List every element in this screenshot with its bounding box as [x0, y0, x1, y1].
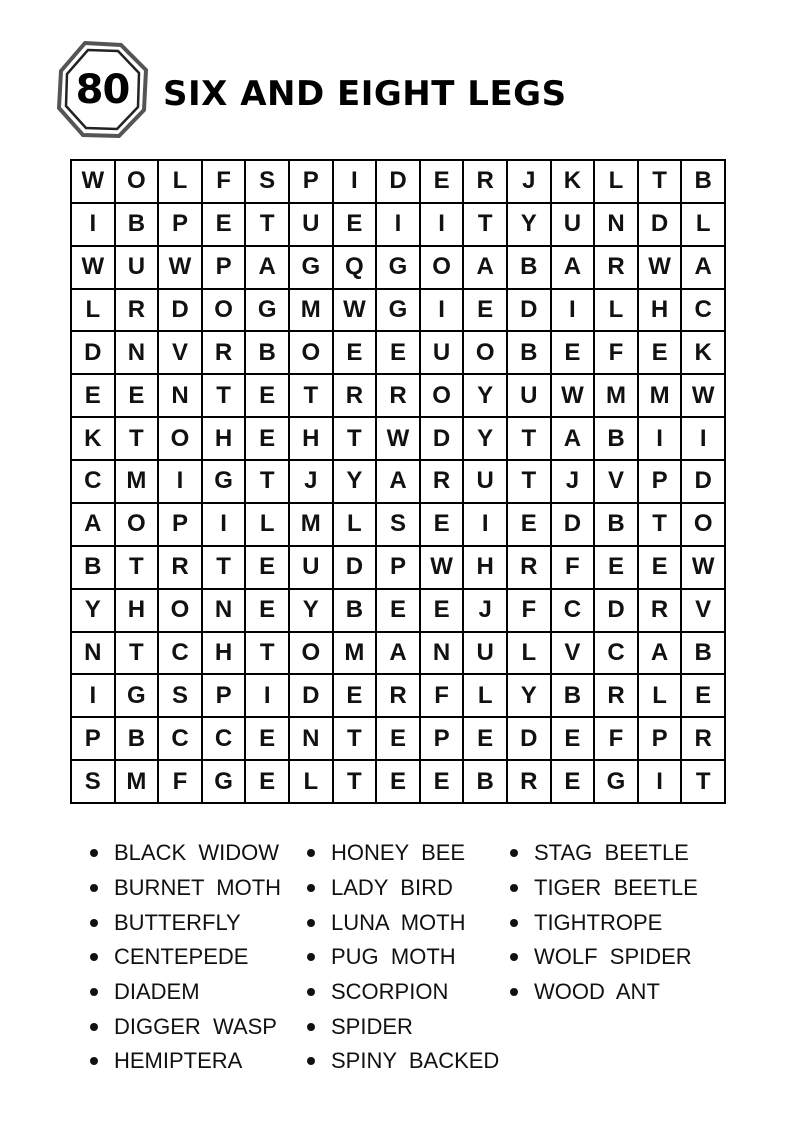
grid-cell: I [421, 290, 465, 333]
word-list-item [307, 905, 499, 940]
grid-cell: U [421, 332, 465, 375]
word-list-column-3 [510, 836, 698, 1009]
grid-cell: P [639, 718, 683, 761]
grid-cell: E [595, 547, 639, 590]
bullet-icon [90, 988, 98, 996]
grid-cell: B [246, 332, 290, 375]
grid-cell: P [639, 461, 683, 504]
grid-cell: H [639, 290, 683, 333]
grid-cell: E [246, 418, 290, 461]
grid-cell: T [246, 204, 290, 247]
grid-cell: H [203, 633, 247, 676]
grid-cell: N [203, 590, 247, 633]
grid-cell: B [595, 504, 639, 547]
grid-cell: Q [334, 247, 378, 290]
grid-cell: V [682, 590, 726, 633]
grid-cell: E [246, 590, 290, 633]
grid-cell: K [682, 332, 726, 375]
bullet-icon [307, 1057, 315, 1065]
grid-cell: O [464, 332, 508, 375]
bullet-icon [307, 919, 315, 927]
grid-cell: I [203, 504, 247, 547]
grid-cell: R [377, 375, 421, 418]
grid-cell: W [159, 247, 203, 290]
grid-cell: M [290, 290, 334, 333]
grid-cell: L [464, 675, 508, 718]
grid-cell: V [159, 332, 203, 375]
word-text: SCORPION [331, 979, 449, 1005]
bullet-icon [510, 849, 518, 857]
word-text: DIADEM [114, 979, 200, 1005]
grid-cell: O [159, 590, 203, 633]
grid-cell: N [290, 718, 334, 761]
grid-cell: N [116, 332, 160, 375]
grid-cell: Y [290, 590, 334, 633]
grid-cell: D [334, 547, 378, 590]
grid-cell: Y [464, 418, 508, 461]
word-list-item [307, 940, 499, 975]
word-text: WOLF SPIDER [534, 944, 692, 970]
grid-cell: Y [508, 675, 552, 718]
grid-cell: O [116, 504, 160, 547]
grid-cell: F [508, 590, 552, 633]
grid-cell: G [595, 761, 639, 804]
grid-cell: F [203, 161, 247, 204]
bullet-icon [510, 953, 518, 961]
grid-cell: T [116, 547, 160, 590]
grid-cell: U [552, 204, 596, 247]
word-list-item [90, 1044, 281, 1079]
grid-cell: P [159, 204, 203, 247]
grid-cell: I [552, 290, 596, 333]
grid-cell: Y [72, 590, 116, 633]
bullet-icon [307, 988, 315, 996]
grid-cell: A [552, 247, 596, 290]
grid-cell: R [203, 332, 247, 375]
bullet-icon [307, 953, 315, 961]
grid-cell: W [639, 247, 683, 290]
grid-cell: C [159, 633, 203, 676]
grid-cell: F [552, 547, 596, 590]
grid-cell: E [464, 718, 508, 761]
grid-cell: O [203, 290, 247, 333]
grid-cell: B [72, 547, 116, 590]
bullet-icon [510, 884, 518, 892]
grid-cell: R [159, 547, 203, 590]
grid-cell: E [552, 718, 596, 761]
grid-cell: D [508, 290, 552, 333]
grid-cell: G [377, 290, 421, 333]
grid-cell: I [464, 504, 508, 547]
grid-cell: B [682, 161, 726, 204]
grid-cell: E [377, 761, 421, 804]
grid-cell: E [421, 761, 465, 804]
grid-cell: E [377, 590, 421, 633]
word-text: BUTTERFLY [114, 909, 241, 935]
word-list-item [90, 975, 281, 1010]
grid-cell: S [377, 504, 421, 547]
grid-cell: W [334, 290, 378, 333]
grid-cell: E [246, 761, 290, 804]
grid-cell: U [464, 633, 508, 676]
word-text: DIGGER WASP [114, 1013, 277, 1039]
grid-cell: Y [508, 204, 552, 247]
grid-cell: G [203, 761, 247, 804]
grid-cell: G [377, 247, 421, 290]
grid-cell: R [508, 761, 552, 804]
grid-cell: T [203, 547, 247, 590]
word-list-item [90, 871, 281, 906]
grid-cell: L [595, 161, 639, 204]
grid-cell: T [508, 461, 552, 504]
word-list-item [307, 836, 499, 871]
grid-cell: S [159, 675, 203, 718]
grid-cell: E [72, 375, 116, 418]
word-text: HEMIPTERA [114, 1048, 243, 1074]
grid-cell: T [290, 375, 334, 418]
grid-cell: P [203, 247, 247, 290]
grid-cell: A [639, 633, 683, 676]
grid-cell: A [377, 461, 421, 504]
grid-cell: T [682, 761, 726, 804]
grid-cell: R [639, 590, 683, 633]
grid-cell: U [290, 204, 334, 247]
grid-cell: B [552, 675, 596, 718]
grid-cell: D [552, 504, 596, 547]
grid-cell: H [203, 418, 247, 461]
grid-cell: W [682, 547, 726, 590]
grid-cell: A [464, 247, 508, 290]
grid-cell: C [72, 461, 116, 504]
grid-cell: D [595, 590, 639, 633]
grid-cell: O [290, 332, 334, 375]
word-text: WOOD ANT [534, 979, 660, 1005]
grid-cell: V [552, 633, 596, 676]
word-search-grid [70, 159, 726, 804]
grid-cell: D [377, 161, 421, 204]
grid-cell: I [639, 761, 683, 804]
grid-cell: W [421, 547, 465, 590]
word-text: STAG BEETLE [534, 840, 689, 866]
grid-cell: M [290, 504, 334, 547]
word-text: LUNA MOTH [331, 909, 466, 935]
word-text: BLACK WIDOW [114, 840, 280, 866]
grid-cell: S [246, 161, 290, 204]
grid-cell: A [72, 504, 116, 547]
grid-cell: E [334, 204, 378, 247]
grid-cell: I [72, 675, 116, 718]
grid-cell: E [334, 675, 378, 718]
grid-cell: N [595, 204, 639, 247]
bullet-icon [307, 849, 315, 857]
grid-cell: L [595, 290, 639, 333]
grid-cell: P [159, 504, 203, 547]
grid-cell: T [116, 633, 160, 676]
grid-cell: C [552, 590, 596, 633]
grid-cell: K [72, 418, 116, 461]
grid-cell: G [246, 290, 290, 333]
grid-cell: D [508, 718, 552, 761]
grid-cell: F [595, 718, 639, 761]
bullet-icon [90, 919, 98, 927]
grid-cell: T [508, 418, 552, 461]
grid-cell: T [116, 418, 160, 461]
grid-cell: E [552, 332, 596, 375]
grid-cell: E [377, 718, 421, 761]
puzzle-number: 80 [75, 67, 130, 113]
grid-cell: J [290, 461, 334, 504]
grid-cell: P [377, 547, 421, 590]
word-list-item [307, 1044, 499, 1079]
word-text: TIGHTROPE [534, 909, 663, 935]
bullet-icon [510, 919, 518, 927]
grid-cell: A [682, 247, 726, 290]
bullet-icon [510, 988, 518, 996]
grid-cell: E [421, 504, 465, 547]
grid-cell: E [508, 504, 552, 547]
grid-cell: B [464, 761, 508, 804]
word-list-column-1 [90, 836, 281, 1079]
grid-cell: I [159, 461, 203, 504]
grid-cell: E [552, 761, 596, 804]
grid-cell: B [116, 718, 160, 761]
bullet-icon [307, 884, 315, 892]
grid-cell: I [246, 675, 290, 718]
bullet-icon [90, 849, 98, 857]
grid-cell: M [116, 461, 160, 504]
grid-cell: R [595, 247, 639, 290]
grid-cell: T [334, 418, 378, 461]
grid-cell: B [595, 418, 639, 461]
grid-cell: T [334, 718, 378, 761]
grid-cell: D [639, 204, 683, 247]
grid-cell: J [552, 461, 596, 504]
word-text: CENTEPEDE [114, 944, 249, 970]
word-text: LADY BIRD [331, 875, 453, 901]
grid-cell: K [552, 161, 596, 204]
grid-cell: H [464, 547, 508, 590]
grid-cell: E [246, 547, 290, 590]
word-list-item [510, 836, 698, 871]
grid-cell: L [334, 504, 378, 547]
grid-cell: D [159, 290, 203, 333]
word-text: HONEY BEE [331, 840, 466, 866]
word-text: PUG MOTH [331, 944, 456, 970]
grid-cell: H [290, 418, 334, 461]
grid-cell: L [639, 675, 683, 718]
word-list-item [90, 905, 281, 940]
grid-cell: W [552, 375, 596, 418]
grid-cell: N [159, 375, 203, 418]
grid-cell: T [639, 161, 683, 204]
grid-cell: I [639, 418, 683, 461]
grid-cell: E [246, 375, 290, 418]
grid-cell: O [421, 247, 465, 290]
grid-cell: J [464, 590, 508, 633]
grid-cell: T [246, 633, 290, 676]
bullet-icon [90, 884, 98, 892]
grid-cell: E [116, 375, 160, 418]
grid-cell: F [421, 675, 465, 718]
grid-cell: L [246, 504, 290, 547]
grid-cell: E [377, 332, 421, 375]
grid-cell: Y [334, 461, 378, 504]
word-list-item [307, 871, 499, 906]
grid-cell: O [682, 504, 726, 547]
grid-cell: C [682, 290, 726, 333]
grid-cell: A [552, 418, 596, 461]
grid-cell: I [334, 161, 378, 204]
word-text: SPIDER [331, 1013, 413, 1039]
grid-cell: Y [464, 375, 508, 418]
puzzle-number-badge [55, 40, 150, 140]
grid-cell: I [377, 204, 421, 247]
word-list-item [510, 871, 698, 906]
grid-cell: T [464, 204, 508, 247]
word-text: BURNET MOTH [114, 875, 282, 901]
grid-cell: U [290, 547, 334, 590]
grid-cell: E [682, 675, 726, 718]
grid-cell: E [246, 718, 290, 761]
grid-cell: F [159, 761, 203, 804]
word-text: SPINY BACKED [331, 1048, 500, 1074]
grid-cell: E [639, 547, 683, 590]
word-list-item [510, 940, 698, 975]
grid-cell: M [639, 375, 683, 418]
grid-cell: T [334, 761, 378, 804]
grid-cell: G [116, 675, 160, 718]
grid-cell: L [159, 161, 203, 204]
bullet-icon [90, 1057, 98, 1065]
grid-cell: B [508, 247, 552, 290]
grid-cell: R [116, 290, 160, 333]
word-list-item [307, 1009, 499, 1044]
grid-cell: W [682, 375, 726, 418]
grid-cell: R [508, 547, 552, 590]
grid-cell: I [72, 204, 116, 247]
grid-cell: O [159, 418, 203, 461]
bullet-icon [90, 1023, 98, 1031]
grid-cell: W [72, 247, 116, 290]
grid-cell: R [421, 461, 465, 504]
grid-cell: M [116, 761, 160, 804]
grid-cell: D [72, 332, 116, 375]
grid-cell: E [334, 332, 378, 375]
grid-cell: G [290, 247, 334, 290]
grid-cell: T [203, 375, 247, 418]
grid-cell: E [639, 332, 683, 375]
grid-cell: B [334, 590, 378, 633]
grid-cell: U [116, 247, 160, 290]
grid-cell: P [72, 718, 116, 761]
word-text: TIGER BEETLE [534, 875, 698, 901]
grid-cell: P [203, 675, 247, 718]
bullet-icon [307, 1023, 315, 1031]
word-list-item [510, 975, 698, 1010]
grid-cell: D [682, 461, 726, 504]
grid-cell: E [421, 161, 465, 204]
grid-cell: O [116, 161, 160, 204]
grid-cell: H [116, 590, 160, 633]
grid-cell: E [203, 204, 247, 247]
grid-cell: R [464, 161, 508, 204]
grid-cell: C [159, 718, 203, 761]
grid-cell: V [595, 461, 639, 504]
grid-cell: L [508, 633, 552, 676]
grid-cell: T [246, 461, 290, 504]
grid-cell: P [421, 718, 465, 761]
grid-cell: N [72, 633, 116, 676]
grid-cell: G [203, 461, 247, 504]
word-list-item [510, 905, 698, 940]
grid-cell: N [421, 633, 465, 676]
grid-cell: M [595, 375, 639, 418]
grid-cell: E [421, 590, 465, 633]
bullet-icon [90, 953, 98, 961]
grid-cell: U [464, 461, 508, 504]
grid-cell: R [682, 718, 726, 761]
grid-cell: T [639, 504, 683, 547]
grid-cell: D [421, 418, 465, 461]
grid-cell: M [334, 633, 378, 676]
grid-cell: F [595, 332, 639, 375]
grid-cell: C [595, 633, 639, 676]
grid-cell: A [246, 247, 290, 290]
grid-cell: I [682, 418, 726, 461]
word-list-column-2 [307, 836, 499, 1079]
grid-cell: R [334, 375, 378, 418]
grid-cell: B [116, 204, 160, 247]
grid-cell: I [421, 204, 465, 247]
grid-cell: R [595, 675, 639, 718]
grid-cell: C [203, 718, 247, 761]
grid-cell: W [377, 418, 421, 461]
grid-cell: O [421, 375, 465, 418]
grid-cell: A [377, 633, 421, 676]
grid-cell: U [508, 375, 552, 418]
puzzle-title: SIX AND EIGHT LEGS [163, 74, 567, 114]
grid-cell: W [72, 161, 116, 204]
grid-cell: E [464, 290, 508, 333]
word-list-item [90, 1009, 281, 1044]
grid-cell: R [377, 675, 421, 718]
grid-cell: L [682, 204, 726, 247]
word-list-item [307, 975, 499, 1010]
grid-cell: L [72, 290, 116, 333]
grid-cell: B [682, 633, 726, 676]
word-list-item [90, 940, 281, 975]
grid-cell: J [508, 161, 552, 204]
grid-cell: O [290, 633, 334, 676]
grid-cell: D [290, 675, 334, 718]
grid-cell: S [72, 761, 116, 804]
grid-cell: P [290, 161, 334, 204]
word-list-item [90, 836, 281, 871]
grid-cell: B [508, 332, 552, 375]
grid-cell: L [290, 761, 334, 804]
